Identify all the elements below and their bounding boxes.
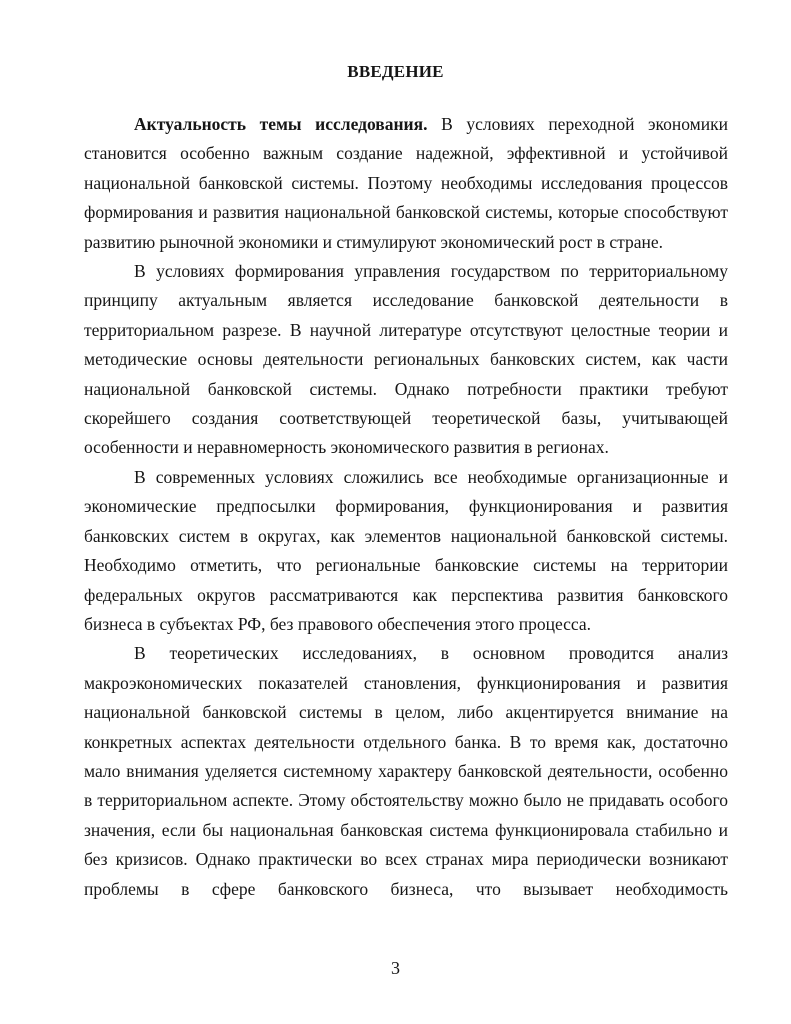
paragraph-relevance <box>84 110 728 257</box>
paragraph-territorial <box>84 257 728 463</box>
paragraph-modern-conditions <box>84 463 728 639</box>
body-text <box>84 110 728 904</box>
paragraph-text-relevance: В условиях переходной экономики становится особенно важным создание надежной, эффективной и устойчивой национальной банковской системы. Поэтому необходимы исследования процессов формирования и развития национальной банковской системы, которые способствуют развитию рыночной экономики и стимулируют экономический рост в стране. <box>84 114 728 252</box>
paragraph-text-territorial: В условиях формирования управления государством по территориальному принципу актуальным является исследование банковской деятельности в территориальном разрезе. В научной литературе отсутствуют целостные теории и методические основы деятельности региональных банковских систем, как части национальной банковской системы. Однако потребности практики требуют скорейшего создания соответствующей теоретической базы, учитывающей особенности и неравномерность экономического развития в регионах. <box>84 261 728 458</box>
paragraph-lead-relevance: Актуальность темы исследования. <box>134 114 428 134</box>
paragraph-text-modern-conditions: В современных условиях сложились все необходимые организационные и экономические предпосылки формирования, функционирования и развития банковских систем в округах, как элементов национальной банковской системы. Необходимо отметить, что региональные банковские системы на территории федеральных округов рассматриваются как перспектива развития банковского бизнеса в субъектах РФ, без правового обеспечения этого процесса. <box>84 466 728 634</box>
paragraph-theoretical-research <box>84 639 728 904</box>
paragraph-text-theoretical-research: В теоретических исследованиях, в основном проводится анализ макроэкономических показателей становления, функционирования и развития национальной банковской системы в целом, либо акцентируется внимание на конкретных аспектах деятельности отдельного банка. В то время как, достаточно мало внимания уделяется системному характеру банковской деятельности, особенно в территориальном аспекте. Этому обстоятельству можно было не придавать особого значения, если бы национальная банковская система функционировала стабильно и без кризисов. Однако практически во всех странах мира периодически возникают проблемы в сфере банковского бизнеса, что вызывает необходимость <box>84 643 728 899</box>
page-number: 3 <box>391 958 400 978</box>
section-heading: ВВЕДЕНИЕ <box>347 62 444 81</box>
